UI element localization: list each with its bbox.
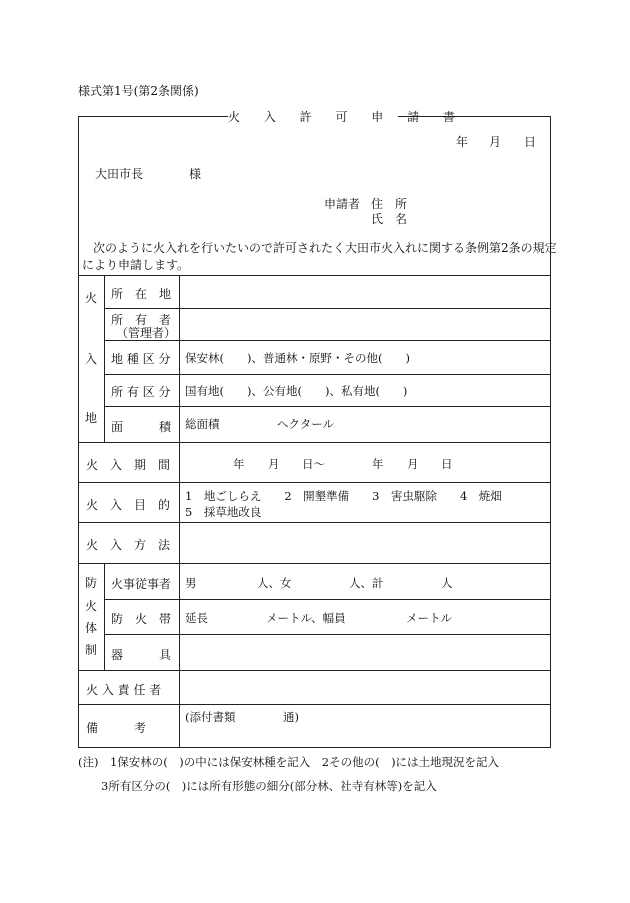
note-line-2: 3所有区分の( )には所有形態の細分(部分林、社寺有林等)を記入 (101, 779, 437, 793)
fire-workers-total: 人、計 (349, 576, 384, 590)
note-line-1: (注) 1保安林の( )の中には保安林種を記入 2その他の( )には土地現況を記入 (78, 755, 500, 769)
remarks-count-unit: 通) (283, 710, 299, 724)
row-rule (78, 522, 551, 523)
ownership-type-label: 所 有 区 分 (111, 385, 171, 399)
land-group-char-2: 入 (85, 352, 98, 366)
label-divider (179, 275, 180, 748)
date-month-label: 月 (489, 135, 502, 149)
row-rule (78, 670, 551, 671)
period-start-year: 年 (233, 457, 245, 471)
row-rule (104, 406, 551, 407)
ownership-type-value: 国有地( )、公有地( )、私有地( ) (185, 384, 408, 398)
addressee-honorific: 様 (189, 167, 202, 181)
date-year-label: 年 (456, 135, 469, 149)
applicant-label: 申請者 (324, 197, 361, 211)
firebreak-length: 延長 (185, 611, 208, 625)
prevention-group-char-2: 火 (85, 599, 98, 613)
purpose-label: 火 入 目 的 (86, 498, 171, 512)
land-type-value: 保安林( )、普通林・原野・その他( ) (185, 351, 410, 365)
fire-workers-women: 人、女 (257, 576, 292, 590)
firebreak-width: メートル、幅員 (266, 611, 346, 625)
row-rule (104, 374, 551, 375)
row-rule (104, 308, 551, 309)
row-rule (78, 704, 551, 705)
fire-workers-label: 火事従事者 (111, 577, 172, 591)
location-label: 所 在 地 (111, 287, 172, 301)
land-group-char-1: 火 (85, 291, 98, 305)
method-label: 火 入 方 法 (86, 538, 171, 552)
remarks-attachment: (添付書類 (185, 710, 236, 724)
equipment-label: 器 具 (111, 648, 172, 662)
firebreak-unit: メートル (406, 611, 452, 625)
prevention-group-char-3: 体 (85, 621, 98, 635)
purpose-options-line-2: 5 採草地改良 (185, 505, 262, 519)
remarks-label: 備 考 (86, 721, 147, 735)
owner-label: 所 有 者 (111, 313, 172, 327)
firebreak-label: 防 火 帯 (111, 612, 172, 626)
period-end-year: 年 (372, 457, 384, 471)
date-day-label: 日 (524, 135, 537, 149)
fire-workers-unit: 人 (441, 576, 453, 590)
row-rule (78, 563, 551, 564)
period-start-month: 月 (268, 457, 280, 471)
prevention-group-char-4: 制 (85, 643, 98, 657)
applicant-address-label: 住 所 (371, 197, 408, 211)
form-title: 火 入 許 可 申 請 書 (228, 110, 465, 124)
responsible-label: 火 入 責 任 者 (86, 683, 162, 697)
table-top-rule (78, 275, 551, 276)
purpose-options-line-1: 1 地ごしらえ 2 開墾準備 3 害虫駆除 4 焼畑 (185, 489, 502, 503)
row-rule (78, 482, 551, 483)
row-rule (104, 599, 551, 600)
owner-manager-label: （管理者） (116, 326, 177, 340)
row-rule (104, 634, 551, 635)
land-group-char-3: 地 (85, 411, 98, 425)
period-end-month: 月 (407, 457, 419, 471)
period-start-day: 日〜 (302, 457, 325, 471)
group-divider (104, 563, 105, 670)
applicant-name-label: 氏 名 (371, 212, 408, 226)
intro-line-2: により申請します。 (82, 258, 190, 272)
area-unit: ヘクタール (277, 417, 335, 431)
land-type-label: 地 種 区 分 (111, 352, 171, 366)
area-prefix: 総面積 (185, 417, 220, 431)
prevention-group-char-1: 防 (85, 576, 98, 590)
fire-workers-men: 男 (185, 576, 197, 590)
row-rule (78, 442, 551, 443)
form-number-label: 様式第1号(第2条関係) (78, 84, 199, 98)
addressee-name: 大田市長 (95, 167, 144, 181)
intro-line-1: 次のように火入れを行いたいので許可されたく大田市火入れに関する条例第2条の規定 (93, 241, 557, 255)
area-label: 面 積 (111, 420, 172, 434)
period-end-day: 日 (441, 457, 453, 471)
group-divider (104, 275, 105, 442)
period-label: 火 入 期 間 (86, 458, 171, 472)
